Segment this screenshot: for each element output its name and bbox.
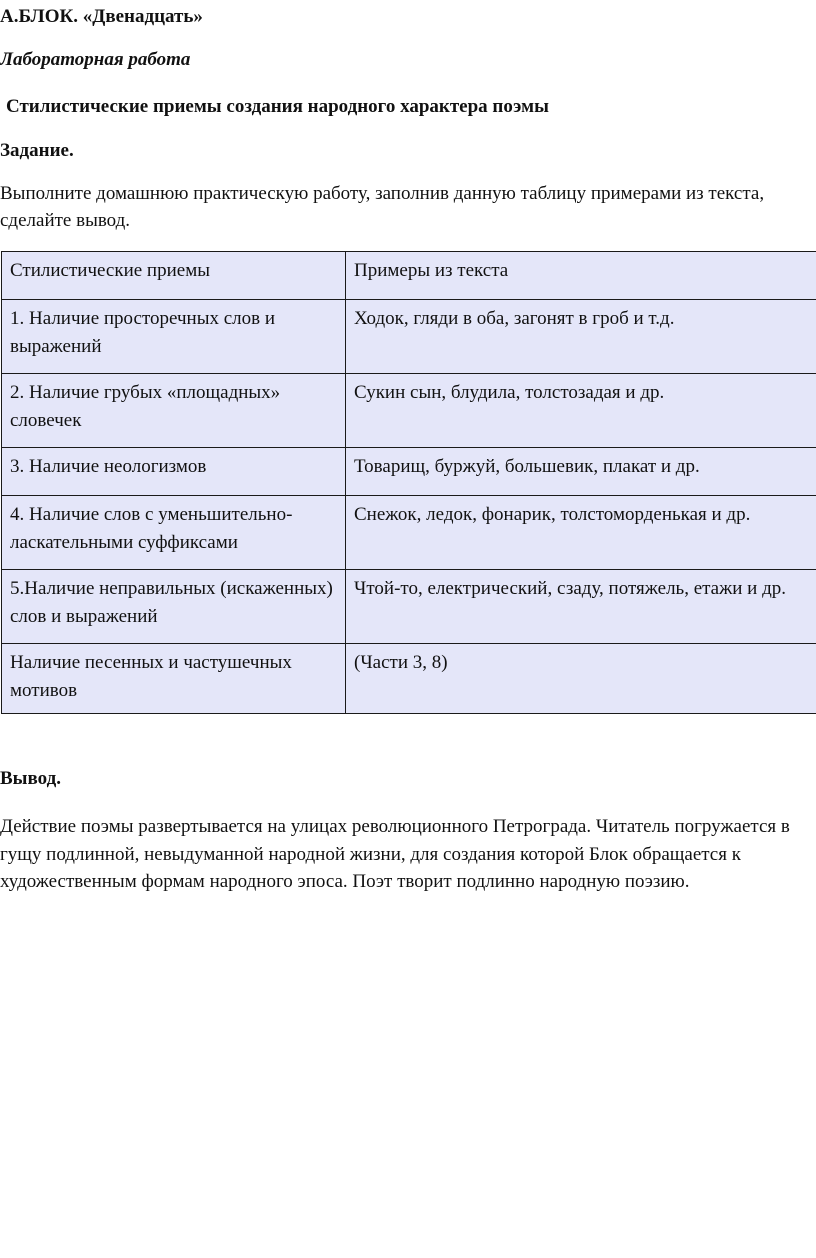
task-heading: Задание. [0, 140, 74, 161]
method-cell: 2. Наличие грубых «площадных» словечек [2, 374, 346, 448]
task-text: Выполните домашнюю практическую работу, заполнив данную таблицу примерами из текста, сделайте вывод. [0, 183, 765, 231]
table-row [2, 374, 816, 448]
example-cell: Чтой-то, електрический, сзаду, потяжель, етажи и др. [346, 570, 816, 644]
example-cell: Товарищ, буржуй, большевик, плакат и др. [346, 448, 816, 496]
stylistic-methods-table [1, 251, 816, 714]
table-header-cell: Примеры из текста [346, 252, 816, 300]
table-row [2, 570, 816, 644]
document-subtitle: Лабораторная работа [0, 49, 191, 70]
method-cell: 5.Наличие неправильных (искаженных) слов и выражений [2, 570, 346, 644]
example-cell: Снежок, ледок, фонарик, толстоморденькая и др. [346, 496, 816, 570]
table-row [2, 496, 816, 570]
table-row [2, 448, 816, 496]
method-cell: Наличие песенных и частушечных мотивов [2, 644, 346, 714]
example-cell: Сукин сын, блудила, толстозадая и др. [346, 374, 816, 448]
method-cell: 1. Наличие просторечных слов и выражений [2, 300, 346, 374]
table-header-cell: Стилистические приемы [2, 252, 346, 300]
document-title: А.БЛОК. «Двенадцать» [0, 6, 203, 27]
method-cell: 3. Наличие неологизмов [2, 448, 346, 496]
lesson-topic: Стилистические приемы создания народного характера поэмы [6, 96, 549, 117]
conclusion-text: Действие поэмы развертывается на улицах революционного Петрограда. Читатель погружается в гущу подлинной, невыдуманной народной жизни, для создания которой Блок обращается к художественным формам народного эпоса. Поэт творит подлинно народную поэзию. [0, 816, 790, 892]
table-row [2, 644, 816, 714]
example-cell: Ходок, гляди в оба, загонят в гроб и т.д. [346, 300, 816, 374]
method-cell: 4. Наличие слов с уменьшительно-ласкательными суффиксами [2, 496, 346, 570]
table-header-row [2, 252, 816, 300]
conclusion-heading: Вывод. [0, 768, 61, 789]
table-row [2, 300, 816, 374]
example-cell: (Части 3, 8) [346, 644, 816, 714]
